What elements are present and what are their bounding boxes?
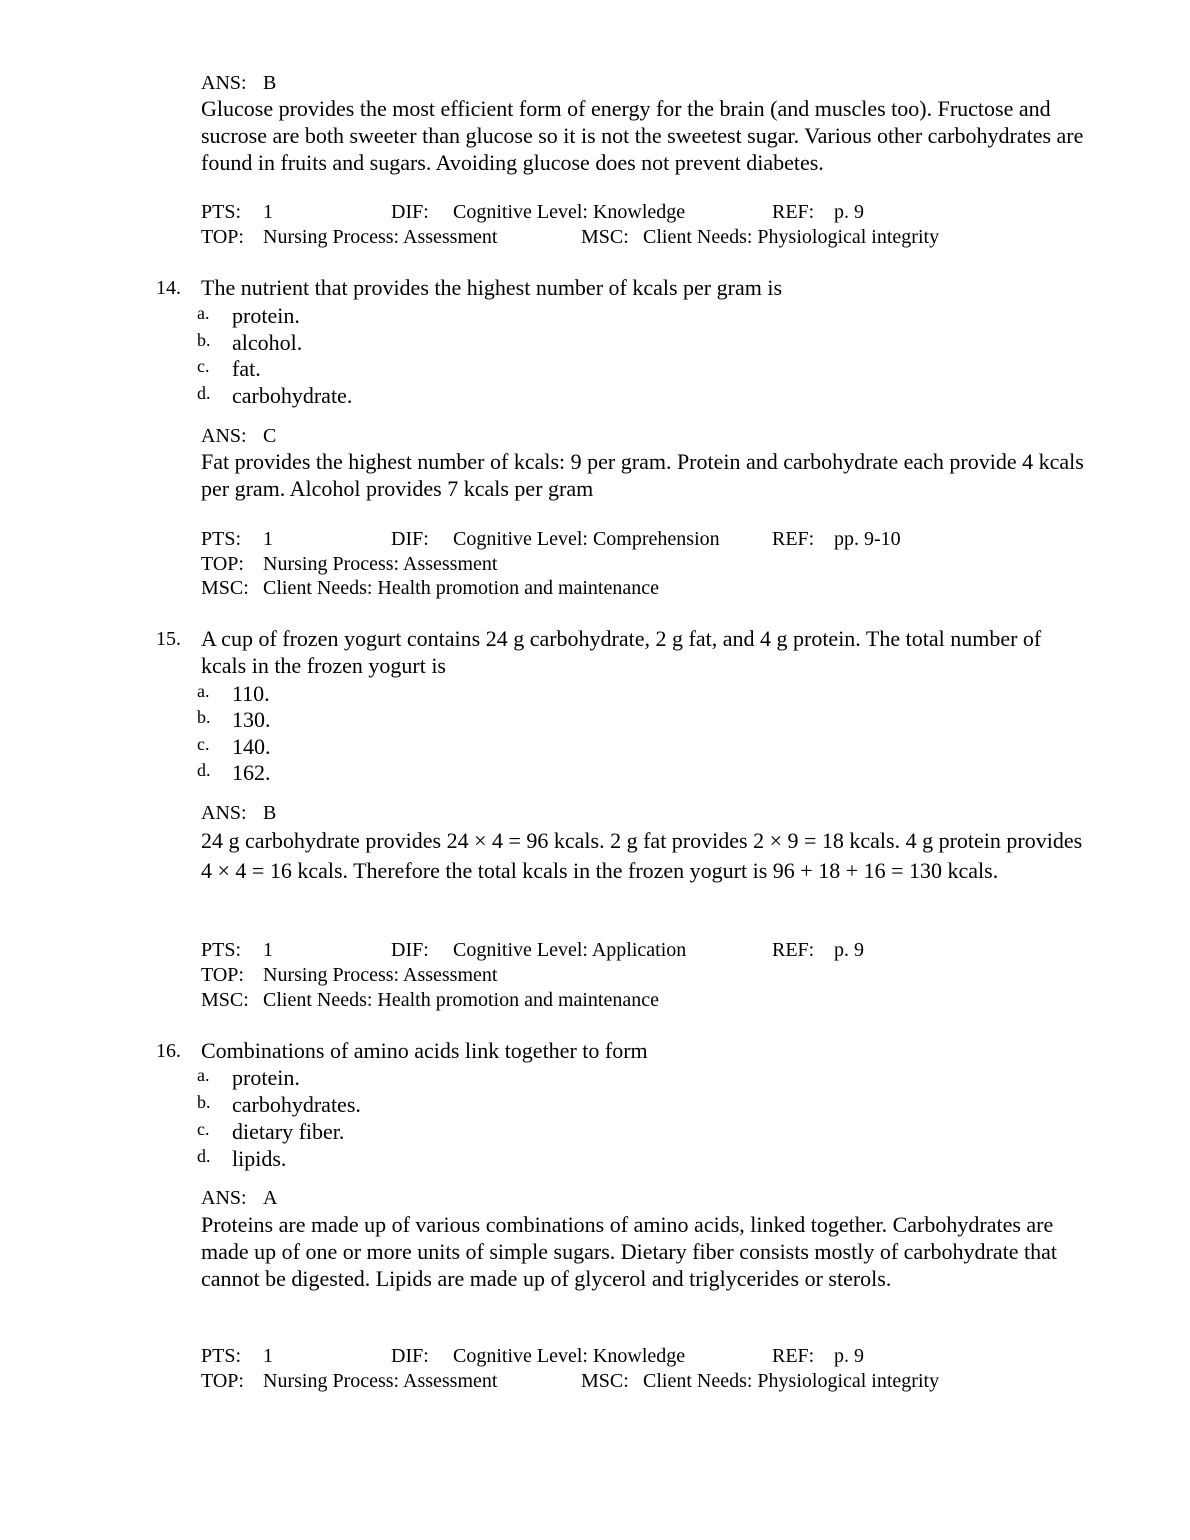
dif-field	[391, 938, 686, 963]
pts-value: 1	[263, 1345, 273, 1367]
msc-value: Client Needs: Health promotion and maintenance	[263, 577, 659, 599]
option-letter: b.	[197, 1092, 211, 1112]
top-label: TOP:	[201, 226, 244, 248]
msc-field	[201, 988, 659, 1013]
ref-field	[772, 200, 864, 225]
ref-label: REF:	[772, 528, 815, 550]
answer-explanation: Fat provides the highest number of kcals: 9 per gram. Protein and carbohydrate each provide 4 kcals per gram. Alcohol provides 7 kcals per gram	[201, 449, 1084, 501]
top-field	[201, 963, 497, 988]
option-text: protein.	[232, 1065, 300, 1090]
pts-label: PTS:	[201, 1345, 242, 1367]
answer-value: A	[263, 1187, 278, 1209]
pts-label: PTS:	[201, 201, 242, 223]
dif-label: DIF:	[391, 528, 429, 550]
dif-value: Cognitive Level: Comprehension	[453, 528, 720, 550]
dif-label: DIF:	[391, 939, 429, 961]
option-letter: d.	[197, 383, 211, 403]
pts-label: PTS:	[201, 939, 242, 961]
answer-line	[201, 424, 276, 449]
ref-value: p. 9	[834, 939, 864, 961]
question-number: 16.	[156, 1040, 181, 1062]
answer-label: ANS:	[201, 425, 247, 447]
answer-value: B	[263, 72, 277, 94]
msc-label: MSC:	[581, 226, 629, 248]
answer-value: C	[263, 425, 277, 447]
question-text: The nutrient that provides the highest number of kcals per gram is	[201, 275, 783, 300]
top-field	[201, 552, 497, 577]
ref-label: REF:	[772, 939, 815, 961]
option-letter: a.	[197, 1065, 210, 1085]
answer-explanation: 24 g carbohydrate provides 24 × 4 = 96 kcals. 2 g fat provides 2 × 9 = 18 kcals. 4 g protein provides 4 × 4 = 16 kcals. Therefore the total kcals in the frozen yogurt is 96 + 18 + 16 = 130 kcals.	[201, 828, 1083, 883]
pts-value: 1	[263, 528, 273, 550]
question-number: 15.	[156, 628, 181, 650]
option-text: lipids.	[232, 1146, 287, 1171]
option-letter: a.	[197, 681, 210, 701]
dif-label: DIF:	[391, 1345, 429, 1367]
msc-value: Client Needs: Health promotion and maintenance	[263, 989, 659, 1011]
option-text: dietary fiber.	[232, 1119, 345, 1144]
msc-value: Client Needs: Physiological integrity	[643, 1370, 940, 1392]
option-text: 130.	[232, 707, 271, 732]
pts-value: 1	[263, 201, 273, 223]
dif-field	[391, 1344, 685, 1369]
top-label: TOP:	[201, 1370, 244, 1392]
option-text: alcohol.	[232, 330, 303, 355]
top-field	[201, 225, 497, 250]
option-text: fat.	[232, 356, 261, 381]
option-text: protein.	[232, 303, 300, 328]
msc-field	[581, 225, 939, 250]
dif-value: Cognitive Level: Application	[453, 939, 687, 961]
top-label: TOP:	[201, 964, 244, 986]
msc-value: Client Needs: Physiological integrity	[643, 226, 940, 248]
question-text: A cup of frozen yogurt contains 24 g carbohydrate, 2 g fat, and 4 g protein. The total number of kcals in the frozen yogurt is	[201, 626, 1042, 678]
option-text: 140.	[232, 734, 271, 759]
pts-value: 1	[263, 939, 273, 961]
answer-line	[201, 1186, 277, 1211]
option-letter: b.	[197, 707, 211, 727]
option-letter: d.	[197, 760, 211, 780]
answer-explanation: Glucose provides the most efficient form of energy for the brain (and muscles too). Fructose and sucrose are both sweeter than glucose so it is not the sweetest sugar. Various other carbohydrates are found in fruits and sugars. Avoiding glucose does not prevent diabetes.	[201, 96, 1084, 175]
option-text: carbohydrate.	[232, 383, 353, 408]
answer-line	[201, 801, 276, 826]
dif-label: DIF:	[391, 201, 429, 223]
answer-value: B	[263, 802, 277, 824]
dif-field	[391, 200, 685, 225]
ref-field	[772, 527, 901, 552]
ref-value: p. 9	[834, 1345, 864, 1367]
ref-label: REF:	[772, 1345, 815, 1367]
top-label: TOP:	[201, 553, 244, 575]
option-letter: c.	[197, 734, 210, 754]
ref-value: p. 9	[834, 201, 864, 223]
answer-line	[201, 71, 276, 96]
option-letter: c.	[197, 356, 210, 376]
ref-value: pp. 9-10	[834, 528, 901, 550]
pts-field	[201, 527, 273, 552]
top-value: Nursing Process: Assessment	[263, 226, 498, 248]
question-number: 14.	[156, 277, 181, 299]
top-value: Nursing Process: Assessment	[263, 964, 498, 986]
dif-field	[391, 527, 720, 552]
msc-field	[201, 576, 659, 601]
pts-field	[201, 938, 273, 963]
option-text: 110.	[232, 681, 270, 706]
top-field	[201, 1369, 497, 1394]
top-value: Nursing Process: Assessment	[263, 553, 498, 575]
option-letter: d.	[197, 1146, 211, 1166]
ref-field	[772, 938, 864, 963]
option-letter: c.	[197, 1119, 210, 1139]
answer-label: ANS:	[201, 1187, 247, 1209]
top-value: Nursing Process: Assessment	[263, 1370, 498, 1392]
option-text: 162.	[232, 760, 271, 785]
question-text: Combinations of amino acids link together to form	[201, 1038, 648, 1063]
pts-label: PTS:	[201, 528, 242, 550]
msc-label: MSC:	[581, 1370, 629, 1392]
msc-label: MSC:	[201, 577, 249, 599]
option-text: carbohydrates.	[232, 1092, 361, 1117]
ref-field	[772, 1344, 864, 1369]
answer-label: ANS:	[201, 72, 247, 94]
msc-field	[581, 1369, 939, 1394]
msc-label: MSC:	[201, 989, 249, 1011]
answer-explanation: Proteins are made up of various combinations of amino acids, linked together. Carbohydrates are made up of one or more units of simple sugars. Dietary fiber consists mostly of carbohydrate that cannot be digested. Lipids are made up of glycerol and triglycerides or sterols.	[201, 1212, 1057, 1291]
dif-value: Cognitive Level: Knowledge	[453, 201, 686, 223]
option-letter: a.	[197, 303, 210, 323]
answer-label: ANS:	[201, 802, 247, 824]
option-letter: b.	[197, 330, 211, 350]
ref-label: REF:	[772, 201, 815, 223]
pts-field	[201, 1344, 273, 1369]
dif-value: Cognitive Level: Knowledge	[453, 1345, 686, 1367]
pts-field	[201, 200, 273, 225]
